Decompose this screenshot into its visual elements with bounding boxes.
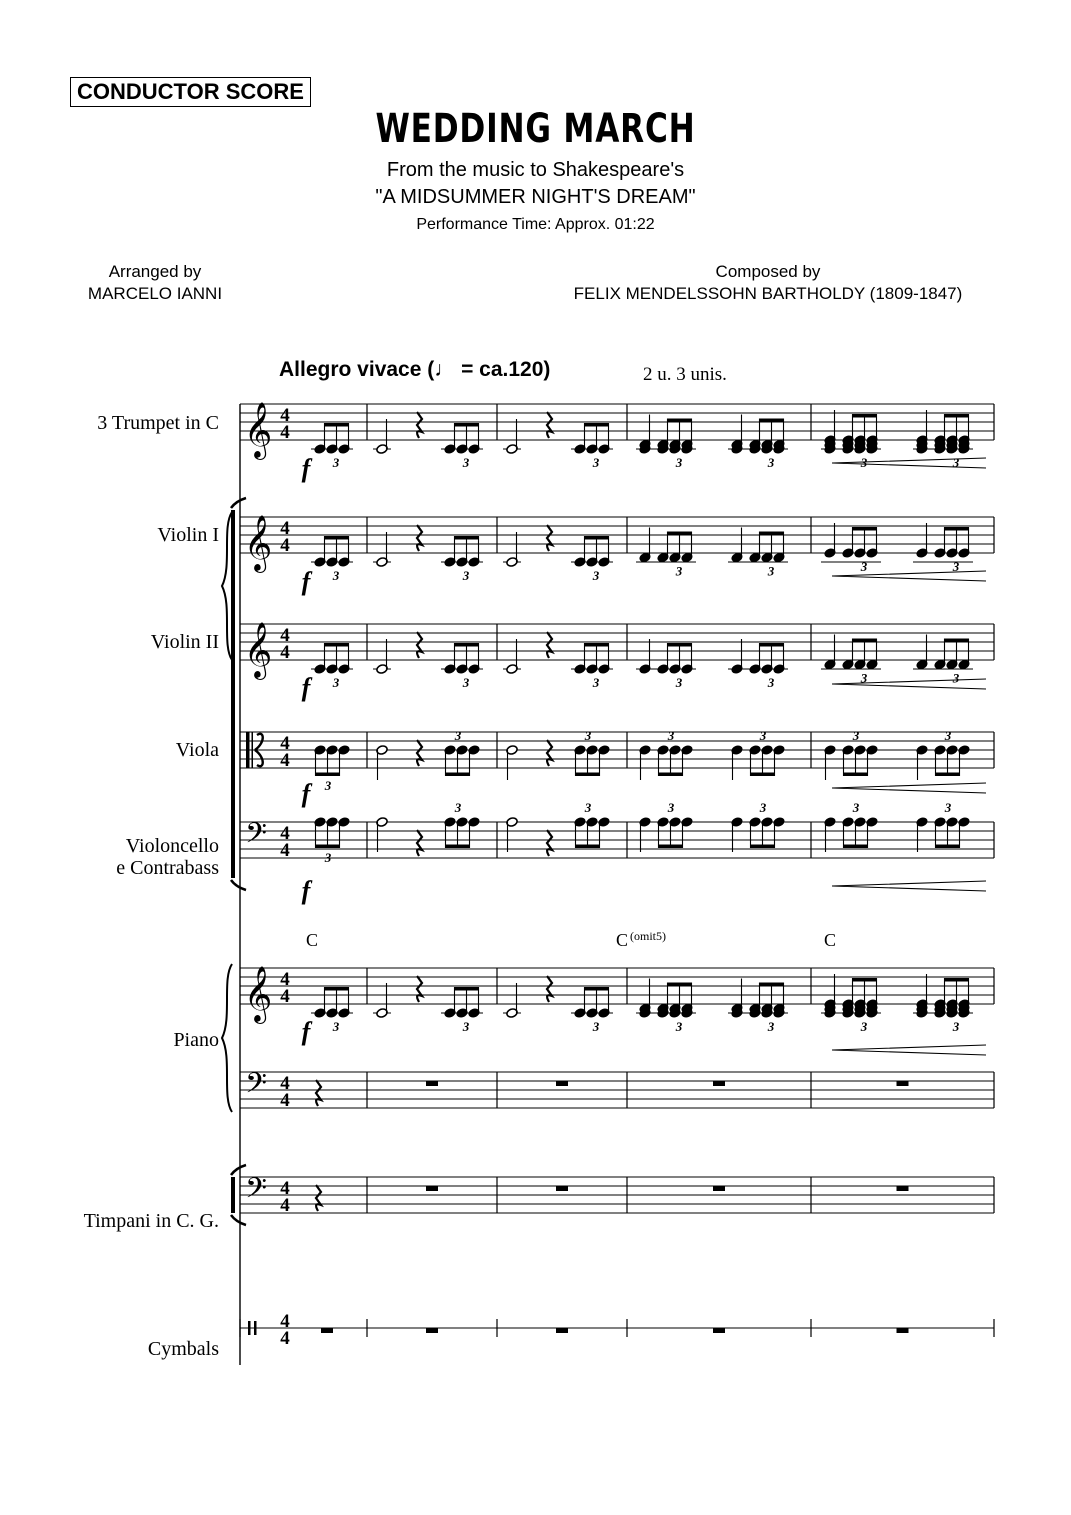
beam [945, 639, 969, 643]
time-signature-numerator: 4 [280, 625, 290, 646]
staff-v1 [240, 516, 994, 573]
tuplet-number: 3 [852, 800, 860, 815]
crescendo-hairpin [832, 1045, 986, 1055]
beam [455, 643, 479, 647]
tuplet-number: 3 [462, 1019, 470, 1034]
tuplet-number: 3 [675, 563, 683, 579]
tuplet-number: 3 [860, 455, 868, 470]
tuplet-number: 3 [767, 563, 775, 579]
tuplet-number: 3 [860, 1019, 868, 1034]
staff-va [240, 732, 994, 771]
whole-rest [713, 1328, 725, 1333]
beam [945, 978, 969, 982]
beam [585, 643, 609, 647]
instrument-label-piano: Piano [173, 1029, 219, 1051]
staff-ti [240, 1174, 994, 1216]
time-signature-numerator: 4 [280, 405, 290, 426]
timpani-bracket-bottom-hook [231, 1215, 246, 1225]
crescendo-hairpin [832, 571, 986, 581]
time-signature-denominator: 4 [280, 840, 290, 861]
beam [325, 987, 349, 991]
instrument-label-trumpet: 3 Trumpet in C [97, 412, 219, 434]
staff-tr [240, 403, 994, 460]
chord-symbol-3: C [824, 930, 837, 950]
treble-clef-icon: 𝄞 [243, 624, 273, 677]
instrument-label-violin-1: Violin I [157, 524, 219, 546]
beam [945, 414, 969, 418]
time-signature-numerator: 4 [280, 518, 290, 539]
tuplet-number: 3 [759, 800, 767, 815]
tuplet-number: 3 [332, 568, 340, 583]
beam [585, 423, 609, 427]
composer-label: Composed by [715, 262, 821, 281]
tuplet-number: 3 [767, 675, 775, 690]
time-signature-denominator: 4 [280, 642, 290, 663]
page-title: WEDDING MARCH [375, 106, 696, 152]
strings-bracket-bottom-hook [231, 880, 246, 890]
tuplet-number: 3 [592, 675, 600, 690]
quarter-rest [547, 632, 552, 658]
beam [325, 643, 349, 647]
tuplet-number: 3 [592, 568, 600, 583]
instrument-label-cymbals: Cymbals [147, 1338, 219, 1360]
beam [576, 845, 600, 849]
tempo-marking: Allegro vivace (♩ = ca.120) [279, 358, 551, 381]
beam [844, 773, 868, 777]
quarter-rest [316, 1080, 321, 1106]
beam [945, 527, 969, 531]
tuplet-number: 3 [675, 455, 683, 470]
beam [659, 845, 683, 849]
arranger-name: MARCELO IANNI [87, 284, 223, 303]
treble-clef-icon: 𝄞 [243, 404, 273, 457]
beam [325, 423, 349, 427]
tuplet-number: 3 [324, 850, 332, 865]
whole-rest [321, 1328, 333, 1333]
whole-rest [897, 1186, 909, 1191]
percussion-clef-icon [248, 1321, 251, 1335]
whole-rest [556, 1328, 568, 1333]
instrument-label-violin-2: Violin II [150, 631, 219, 653]
tuplet-number: 3 [952, 559, 960, 574]
beam [668, 419, 692, 423]
staff-vc [240, 819, 994, 861]
instrument-label-viola: Viola [175, 739, 219, 761]
quarter-rest [417, 830, 422, 856]
beam [751, 773, 775, 777]
crescendo-hairpin [832, 458, 986, 468]
time-signature-numerator: 4 [280, 733, 290, 754]
whole-rest [897, 1081, 909, 1086]
time-signature-numerator: 4 [280, 1311, 290, 1332]
whole-rest [897, 1328, 909, 1333]
whole-rest [556, 1186, 568, 1191]
treble-clef-icon: 𝄞 [243, 517, 273, 570]
tuplet-number: 3 [332, 675, 340, 690]
tuplet-number: 3 [462, 568, 470, 583]
whole-rest [426, 1081, 438, 1086]
bass-clef-icon: 𝄢 [245, 819, 267, 856]
tuplet-number: 3 [952, 670, 960, 686]
quarter-rest [417, 525, 422, 551]
beam [455, 423, 479, 427]
beam [455, 987, 479, 991]
beam [316, 773, 340, 777]
beam [659, 773, 683, 777]
beam [668, 983, 692, 987]
beam [853, 414, 877, 418]
quarter-rest [547, 976, 552, 1002]
quarter-rest [417, 412, 422, 438]
dynamic-forte: f [301, 454, 311, 483]
tuplet-number: 3 [944, 800, 952, 815]
bass-clef-icon: 𝄢 [245, 1069, 267, 1106]
tuplet-number: 3 [332, 455, 340, 470]
quarter-rest [547, 830, 552, 856]
time-signature-denominator: 4 [280, 1195, 290, 1216]
whole-rest [426, 1328, 438, 1333]
tuplet-number: 3 [454, 728, 462, 743]
beam [853, 527, 877, 531]
beam [316, 845, 340, 849]
beam [585, 536, 609, 540]
subtitle-line-2: "A MIDSUMMER NIGHT'S DREAM" [375, 186, 696, 208]
tuplet-number: 3 [860, 670, 868, 686]
tuplet-number: 3 [462, 675, 470, 690]
beam [760, 419, 784, 423]
dynamic-forte: f [301, 1017, 311, 1046]
arranger-label: Arranged by [108, 262, 202, 281]
alto-clef-icon [252, 732, 254, 768]
performance-time: Performance Time: Approx. 01:22 [416, 216, 655, 233]
tuplet-number: 3 [667, 728, 675, 743]
staff-v2 [240, 623, 994, 680]
time-signature-denominator: 4 [280, 1090, 290, 1111]
percussion-clef-icon [254, 1321, 257, 1335]
quarter-rest [547, 412, 552, 438]
beam [668, 643, 692, 647]
chord-symbol-2-omit: (omit5) [630, 929, 666, 943]
whole-rest [713, 1081, 725, 1086]
instrument-label-contrabass: e Contrabass [116, 857, 219, 879]
tuplet-number: 3 [324, 778, 332, 793]
dynamic-forte: f [301, 876, 311, 905]
subtitle-line-1: From the music to Shakespeare's [386, 159, 685, 181]
timpani-bracket-top-hook [231, 1165, 246, 1175]
instrument-label-timpani: Timpani in C. G. [83, 1210, 219, 1232]
staff-cy [240, 1311, 994, 1349]
quarter-rest [417, 632, 422, 658]
beam [936, 845, 960, 849]
beam [760, 532, 784, 536]
instrument-label-cello: Violoncello [125, 835, 219, 857]
tuplet-number: 3 [592, 455, 600, 470]
staff-pl [240, 1069, 994, 1111]
beam [751, 845, 775, 849]
beam [844, 845, 868, 849]
bass-clef-icon: 𝄢 [245, 1174, 267, 1211]
crescendo-hairpin [832, 783, 986, 793]
tuplet-number: 3 [952, 455, 960, 470]
tuplet-number: 3 [592, 1019, 600, 1034]
tuplet-number: 3 [952, 1019, 960, 1034]
beam [668, 532, 692, 536]
whole-rest [426, 1186, 438, 1191]
tuplet-number: 3 [454, 800, 462, 815]
chord-symbol-1: C [306, 930, 319, 950]
beam [455, 536, 479, 540]
beam [936, 773, 960, 777]
time-signature-numerator: 4 [280, 1178, 290, 1199]
tuplet-number: 3 [675, 1019, 683, 1034]
tuplet-number: 3 [860, 559, 868, 574]
time-signature-denominator: 4 [280, 535, 290, 556]
quarter-rest [417, 740, 422, 766]
staff-pr [240, 967, 994, 1024]
quarter-rest [547, 740, 552, 766]
time-signature-denominator: 4 [280, 422, 290, 443]
dynamic-forte: f [301, 673, 311, 702]
alto-clef-icon [246, 732, 250, 768]
time-signature-numerator: 4 [280, 1073, 290, 1094]
beam [446, 845, 470, 849]
tuplet-number: 3 [675, 675, 683, 690]
piano-brace [222, 964, 232, 1112]
beam [760, 983, 784, 987]
beam [853, 978, 877, 982]
quarter-rest [547, 525, 552, 551]
tuplet-number: 3 [667, 800, 675, 815]
time-signature-denominator: 4 [280, 986, 290, 1007]
tuplet-number: 3 [584, 800, 592, 815]
time-signature-numerator: 4 [280, 969, 290, 990]
tuplet-number: 3 [584, 728, 592, 743]
composer-name: FELIX MENDELSSOHN BARTHOLDY (1809-1847) [573, 284, 963, 303]
conductor-score-badge: CONDUCTOR SCORE [70, 77, 311, 107]
quarter-rest [316, 1185, 321, 1211]
whole-rest [713, 1186, 725, 1191]
crescendo-hairpin [832, 679, 986, 689]
treble-clef-icon: 𝄞 [243, 968, 273, 1021]
trumpet-direction: 2 u. 3 unis. [643, 364, 727, 385]
quarter-rest [417, 976, 422, 1002]
dynamic-forte: f [301, 779, 311, 808]
beam [446, 773, 470, 777]
violins-brace [222, 512, 232, 660]
crescendo-hairpin [832, 881, 986, 891]
tuplet-number: 3 [767, 455, 775, 470]
tuplet-number: 3 [852, 728, 860, 743]
tuplet-number: 3 [332, 1019, 340, 1034]
tuplet-number: 3 [462, 455, 470, 470]
beam [576, 773, 600, 777]
tuplet-number: 3 [944, 728, 952, 743]
time-signature-denominator: 4 [280, 1328, 290, 1349]
beam [585, 987, 609, 991]
beam [325, 536, 349, 540]
whole-rest [556, 1081, 568, 1086]
dynamic-forte: f [301, 567, 311, 596]
tuplet-number: 3 [767, 1019, 775, 1034]
beam [853, 639, 877, 643]
strings-bracket-top-hook [231, 498, 246, 508]
tuplet-number: 3 [759, 728, 767, 743]
time-signature-denominator: 4 [280, 750, 290, 771]
beam [760, 643, 784, 647]
chord-symbol-2: C [616, 930, 629, 950]
time-signature-numerator: 4 [280, 823, 290, 844]
